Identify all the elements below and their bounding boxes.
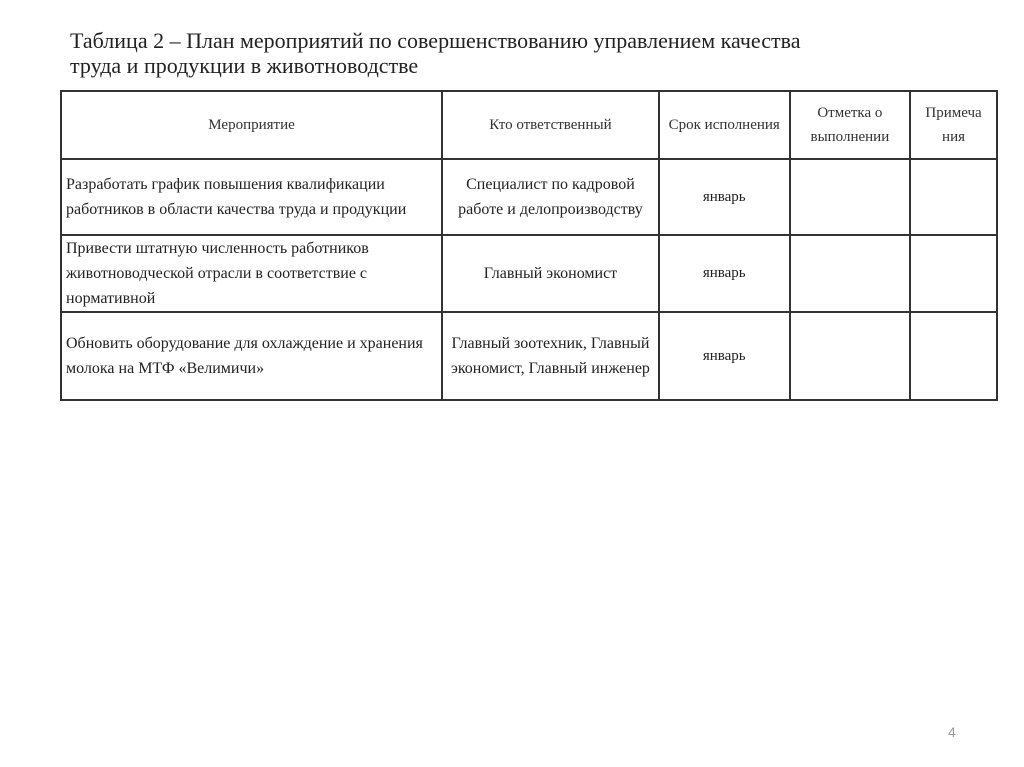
table-row xyxy=(61,159,997,235)
caption-line-1: Таблица 2 – План мероприятий по совершенствованию управлением качества xyxy=(70,28,801,53)
header-responsible: Кто ответственный xyxy=(442,91,659,159)
header-note: Примеча ния xyxy=(910,91,997,159)
cell-responsible: Специалист по кадровой работе и делопроизводству xyxy=(442,159,659,235)
cell-mark xyxy=(790,312,910,400)
table-row xyxy=(61,235,997,312)
cell-note xyxy=(910,235,997,312)
cell-note xyxy=(910,312,997,400)
cell-event: Обновить оборудование для охлаждение и хранения молока на МТФ «Велимичи» xyxy=(61,312,442,400)
cell-note xyxy=(910,159,997,235)
cell-event: Привести штатную численность работников животноводческой отрасли в соответствие с нормативной xyxy=(61,235,442,312)
cell-event: Разработать график повышения квалификации работников в области качества труда и продукции xyxy=(61,159,442,235)
table-header-row xyxy=(61,91,997,159)
caption-line-2: труда и продукции в животноводстве xyxy=(70,53,419,78)
cell-responsible: Главный экономист xyxy=(442,235,659,312)
cell-term: январь xyxy=(659,159,790,235)
cell-term: январь xyxy=(659,312,790,400)
header-mark: Отметка о выполнении xyxy=(790,91,910,159)
cell-responsible: Главный зоотехник, Главный экономист, Главный инженер xyxy=(442,312,659,400)
action-plan-table xyxy=(60,90,998,401)
header-term: Срок исполнения xyxy=(659,91,790,159)
page-number: 4 xyxy=(948,724,956,740)
cell-mark xyxy=(790,235,910,312)
cell-mark xyxy=(790,159,910,235)
header-event: Мероприятие xyxy=(61,91,442,159)
cell-term: январь xyxy=(659,235,790,312)
table-caption xyxy=(70,28,975,78)
table-row xyxy=(61,312,997,400)
